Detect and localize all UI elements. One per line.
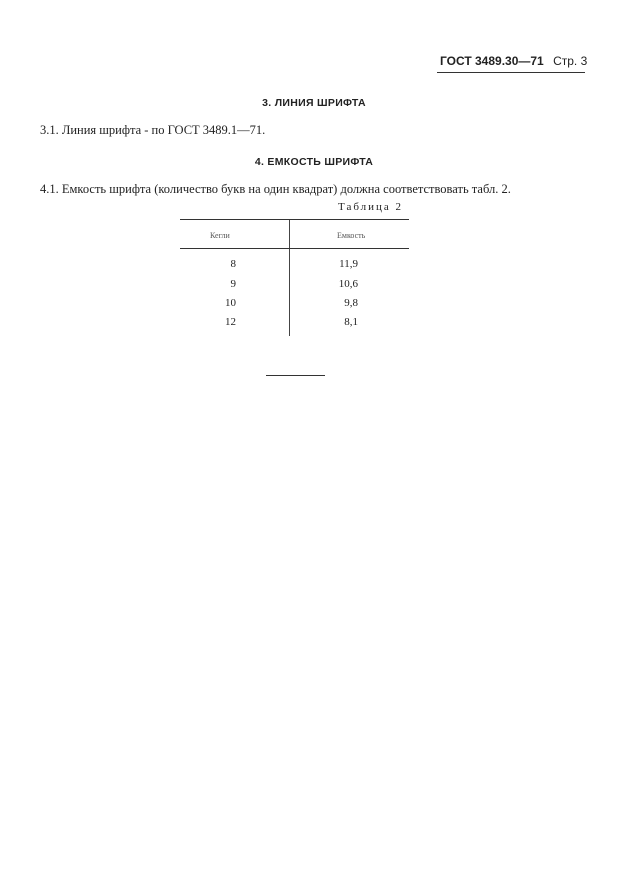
table-cell: 8 <box>230 258 236 270</box>
document-code: ГОСТ 3489.30—71 <box>440 54 544 68</box>
page-number: Стр. 3 <box>553 54 588 68</box>
table-column-divider <box>289 220 290 336</box>
page-header <box>440 54 587 68</box>
table-cell: 11,9 <box>339 258 358 270</box>
section-3-heading: 3. ЛИНИЯ ШРИФТА <box>262 97 366 109</box>
header-rule <box>437 72 585 73</box>
table-cell: 10 <box>225 297 236 309</box>
table-top-rule <box>180 219 409 220</box>
end-rule <box>266 375 325 376</box>
section-3-paragraph: 3.1. Линия шрифта - по ГОСТ 3489.1—71. <box>40 123 266 137</box>
table-cell: 10,6 <box>338 278 358 290</box>
section-4-paragraph: 4.1. Емкость шрифта (количество букв на один квадрат) должна соответствовать табл. 2. <box>40 182 511 196</box>
table-cell: 9,8 <box>344 297 358 309</box>
table-header-rule <box>180 248 409 249</box>
column-header-capacity: Емкость <box>337 231 366 240</box>
table-cell: 8,1 <box>344 316 358 328</box>
section-4-heading: 4. ЕМКОСТЬ ШРИФТА <box>254 156 374 168</box>
table-cell: 9 <box>230 278 236 290</box>
column-header-sizes: Кегли <box>210 231 230 240</box>
table-cell: 12 <box>225 316 236 328</box>
table-title: Таблица 2 <box>338 201 404 213</box>
